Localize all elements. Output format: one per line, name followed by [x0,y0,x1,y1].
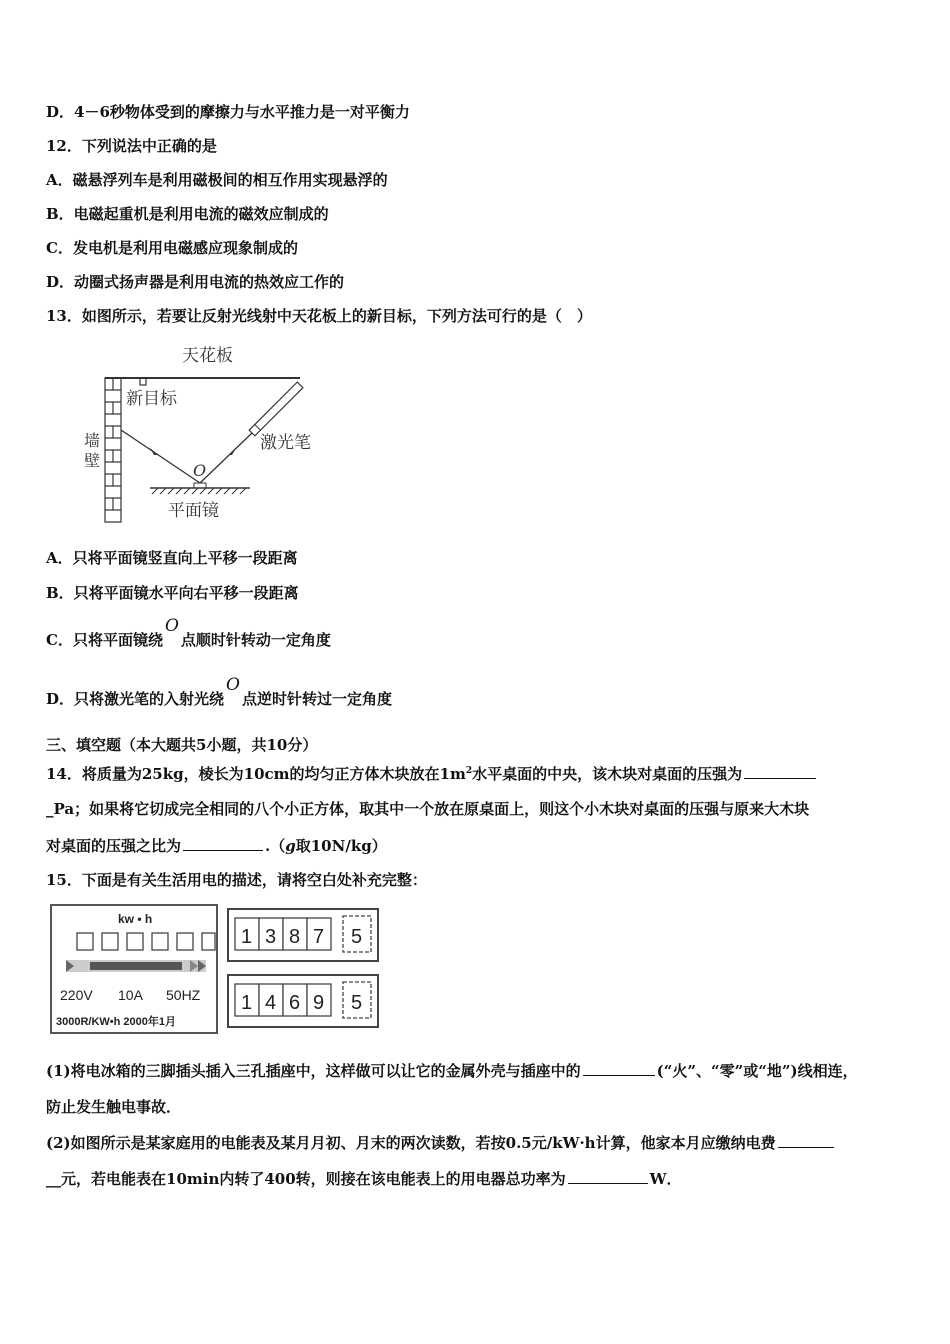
reading-end-digit-3: 6 [289,992,301,1014]
q14-line3: 对桌面的压强之比为 .（g取10N/kg） [46,837,387,855]
q15-part1-line1: (1)将电冰箱的三脚插头插入三孔插座中，这样做可以让它的金属外壳与插座中的 (“火”、“零”或“地”)线相连， [46,1062,858,1080]
new-target-marker [140,378,146,385]
q13-option-b: B．只将平面镜水平向右平移一段距离 [46,584,299,602]
reading-start-digit-4: 7 [313,926,325,948]
reading-end-digit-1: 1 [241,992,253,1014]
q13-figure [80,338,330,528]
q13-option-c: C．只将平面镜绕O点顺时针转动一定角度 [46,616,331,649]
laser-pen [249,382,303,436]
reading-start-digit-2: 3 [265,926,277,948]
section3-title: 三、填空题（本大题共5小题，共10分） [46,736,318,754]
meter-spec-frequency: 50HZ [166,987,201,1003]
reflected-arrow [150,448,158,455]
q13-stem: 13．如图所示，若要让反射光线射中天花板上的新目标，下列方法可行的是（ ） [46,307,592,325]
reading-start-digit-1: 1 [241,926,253,948]
reflected-ray [121,430,200,483]
point-o-label: O [193,461,207,480]
q14-line1: 14．将质量为25kg，棱长为10cm的均匀正方体木块放在$1m^2$水平桌面的中央，该木块对桌面的压强为 [46,761,818,784]
reading-end [227,974,379,1028]
wall [105,378,121,522]
reading-start-digit-3: 8 [289,926,301,948]
reading-start-digit-5: 5 [351,926,363,948]
new-target-label: 新目标 [126,389,177,409]
wall-label-1: 墙 [84,431,101,450]
q12-option-d: D．动圈式扬声器是利用电流的热效应工作的 [46,273,345,291]
reading-end-digit-4: 9 [313,992,325,1014]
ceiling-label: 天花板 [182,346,233,366]
q12-stem: 12．下列说法中正确的是 [46,137,217,155]
reading-start [227,908,379,962]
meter-unit-label: kw • h [118,912,153,926]
q13-option-d: D．只将激光笔的入射光绕O点逆时针转过一定角度 [46,675,392,708]
q15-part1-line2: 防止发生触电事故． [46,1098,182,1116]
q15-stem: 15．下面是有关生活用电的描述，请将空白处补充完整： [46,871,427,889]
meter-rating: 3000R/KW•h 2000年1月 [56,1016,177,1028]
mirror-label: 平面镜 [168,501,219,521]
meter-disc-icon [66,960,206,972]
meter-spec-voltage: 220V [60,987,93,1003]
q14-blank-1[interactable] [744,764,816,779]
q15-part2-line2: __元，若电能表在10min内转了400转，则接在该电能表上的用电器总功率为 W． [46,1170,682,1188]
meter-spec-current: 10A [118,987,143,1003]
q11-option-d: D．4－6秒物体受到的摩擦力与水平推力是一对平衡力 [46,103,410,121]
laser-label: 激光笔 [260,433,311,453]
incident-ray [200,433,252,483]
q15-blank-2[interactable] [778,1133,834,1148]
q13-option-a: A．只将平面镜竖直向上平移一段距离 [46,549,298,567]
reading-end-digit-5: 5 [351,992,363,1014]
reading-end-digit-2: 4 [265,992,277,1014]
energy-meter [50,904,220,1036]
q14-line2: _Pa；如果将它切成完全相同的八个小正方体，取其中一个放在原桌面上，则这个小木块对桌面的压强与原来大木块 [46,800,810,818]
q14-blank-2[interactable] [183,836,263,851]
q12-option-a: A．磁悬浮列车是利用磁极间的相互作用实现悬浮的 [46,171,388,189]
q15-blank-3[interactable] [568,1169,648,1184]
q15-blank-1[interactable] [583,1061,655,1076]
q12-option-b: B．电磁起重机是利用电流的磁效应制成的 [46,205,329,223]
wall-label-2: 壁 [84,451,101,470]
q15-part2-line1: (2)如图所示是某家庭用的电能表及某月月初、月末的两次读数，若按0.5元/kW·h计算，他家本月应缴纳电费 [46,1133,836,1153]
q12-option-c: C．发电机是利用电磁感应现象制成的 [46,239,298,257]
mirror-hatch [152,488,246,494]
